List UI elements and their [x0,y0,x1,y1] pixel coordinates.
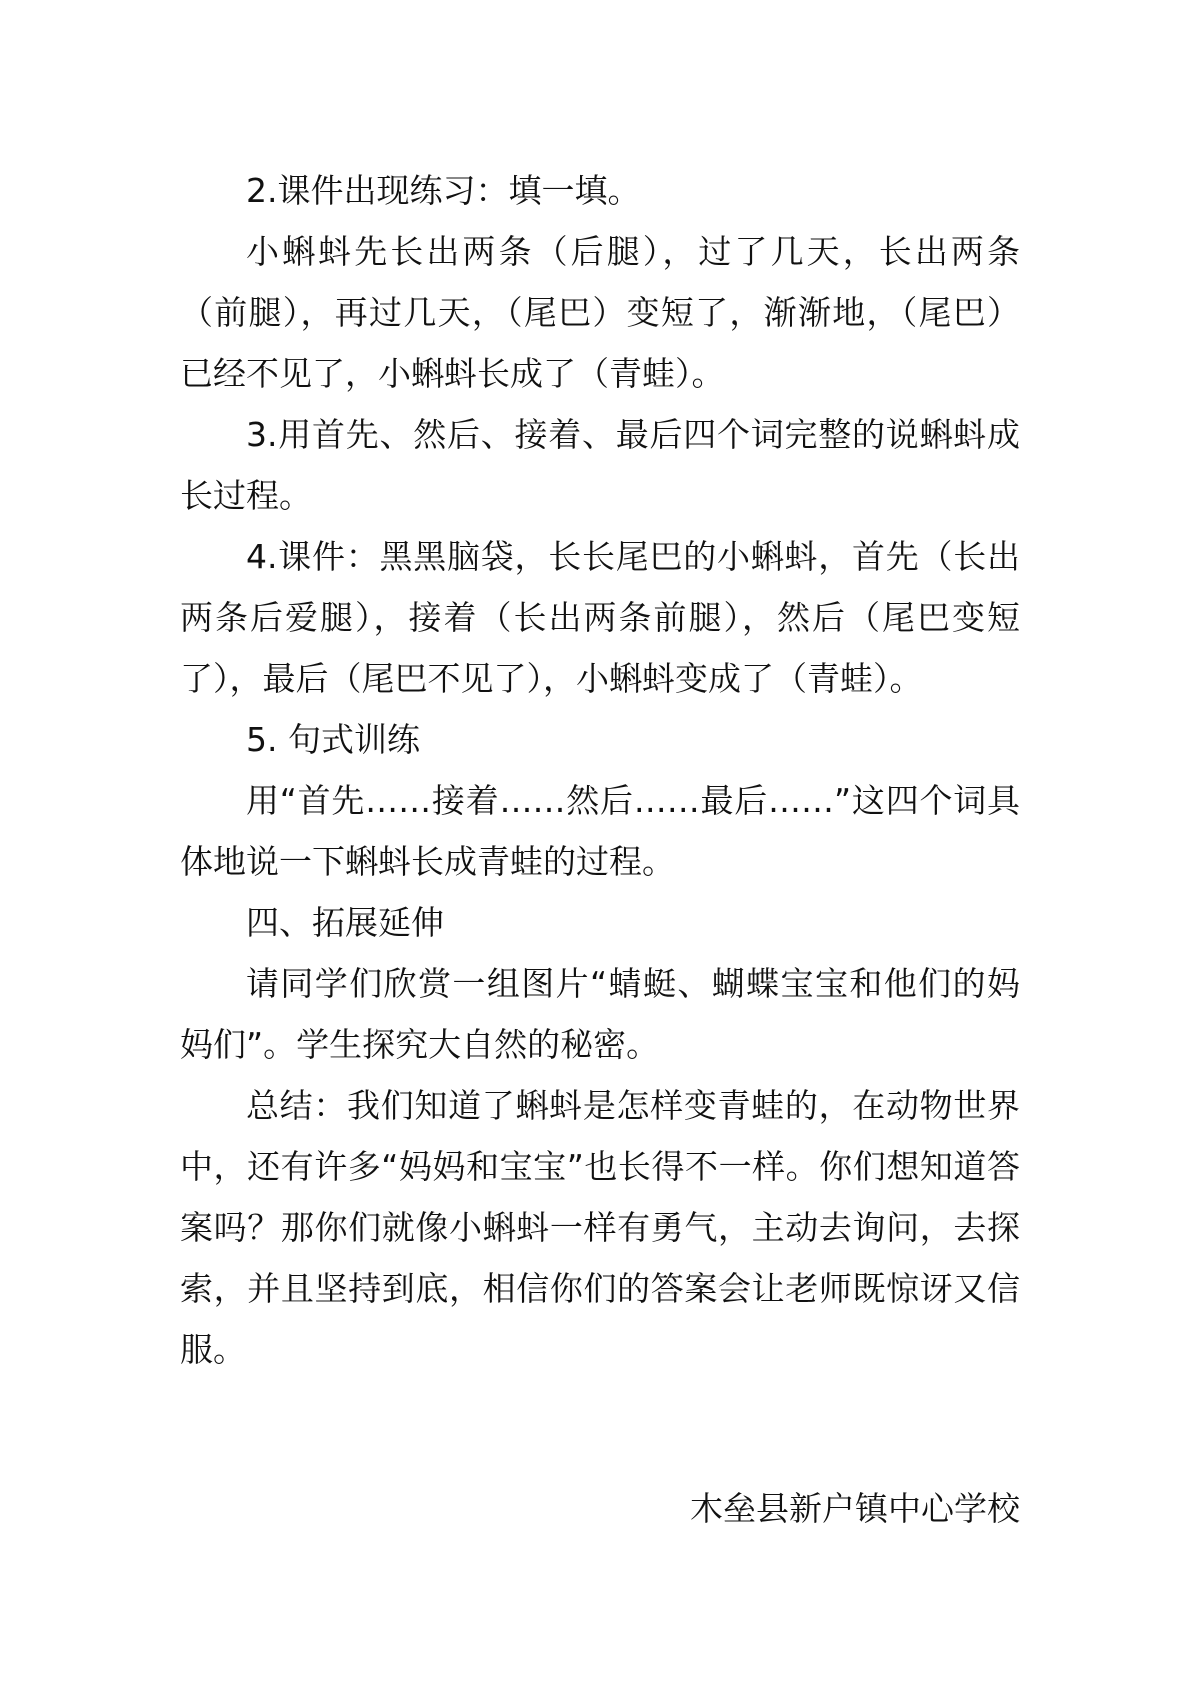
paragraph-exercise-fill: 2.课件出现练习：填一填。 [246,171,641,210]
paragraph-fill-answer: 小蝌蚪先长出两条（后腿），过了几天，长出两条（前腿），再过几天，（尾巴）变短了，渐渐地，（尾巴）已经不见了，小蝌蚪长成了（青蛙）。 [180,232,1020,393]
paragraph-sentence-training: 5. 句式训练 [246,720,420,759]
school-signature: 木垒县新户镇中心学校 [690,1489,1020,1528]
paragraph-sequence-words: 3.用首先、然后、接着、最后四个词完整的说蝌蚪成长过程。 [180,415,1020,515]
paragraph-courseware: 4.课件：黑黑脑袋，长长尾巴的小蝌蚪，首先（长出两条后爱腿），接着（长出两条前腿），然后（尾巴变短了），最后（尾巴不见了），小蝌蚪变成了（青蛙）。 [180,537,1020,698]
document-body [180,160,1020,1380]
section-heading-extension: 四、拓展延伸 [246,903,444,942]
paragraph-summary: 总结：我们知道了蝌蚪是怎样变青蛙的，在动物世界中，还有许多“妈妈和宝宝”也长得不一样。你们想知道答案吗？那你们就像小蝌蚪一样有勇气，主动去询问，去探索，并且坚持到底，相信你们的答案会让老师既惊讶又信服。 [180,1086,1020,1369]
paragraph-sentence-instruction: 用“首先……接着……然后……最后……”这四个词具体地说一下蝌蚪长成青蛙的过程。 [180,781,1020,881]
paragraph-picture-appreciation: 请同学们欣赏一组图片“蜻蜓、蝴蝶宝宝和他们的妈妈们”。学生探究大自然的秘密。 [180,964,1020,1064]
